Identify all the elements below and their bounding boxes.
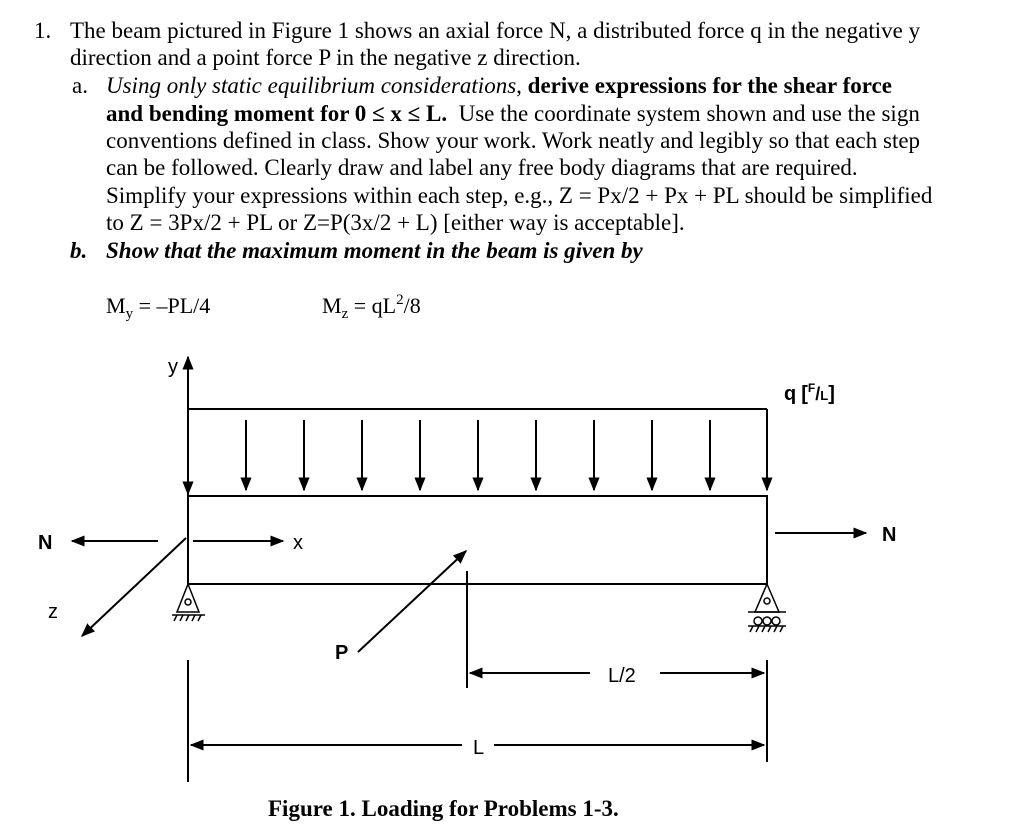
z-axis-arrow [82,538,186,636]
roller-support [748,584,786,632]
part-b-label: b. [70,238,88,263]
part-a-line2-rest: Use the coordinate system shown and use the sign [458,101,920,126]
part-a-line3: conventions defined in class. Show your work. Work neatly and legibly so that each step [106,128,921,153]
point-force-label: P [335,642,349,664]
part-a-label: a. [72,73,88,98]
problem-intro-line2: direction and a point force P in the negative z direction. [70,45,581,70]
z-axis-label: z [48,601,58,623]
length-label: L [473,737,485,759]
point-force-arrow [358,551,466,652]
part-a-line1-italic: Using only static equilibrium considerations, [106,73,522,98]
y-axis-label: y [168,356,178,378]
moment-my: $M_y = -PL/4$ [106,293,211,322]
part-a-line4: can be followed. Clearly draw and label any free body diagrams that are required. [106,155,858,180]
q-label: q [$^F$/L] [784,381,835,405]
pin-support [172,584,205,621]
part-a-line6: to Z = 3Px/2 + PL or Z=P(3x/2 + L) [either way is acceptable]. [106,210,685,235]
x-axis-label: x [293,532,303,554]
problem-number: 1. [34,18,52,43]
axial-force-right-label: N [882,524,897,546]
half-length-label: L/2 [608,665,636,687]
part-a-line2-bold: and bending moment for 0 ≤ x ≤ L. [106,101,448,126]
axial-force-left-label: N [38,532,53,554]
problem-intro-line1: The beam pictured in Figure 1 shows an axial force N, a distributed force q in the negative y [70,18,921,43]
moment-mz: $M_z = qL^2/8$ [322,292,421,322]
distributed-load-arrows [188,409,767,494]
part-a-line5: Simplify your expressions within each step, e.g., Z = Px/2 + Px + PL should be simplified [106,183,933,208]
part-a-line1-bold: derive expressions for the shear force [527,73,892,98]
part-b-text: Show that the maximum moment in the beam is given by [106,238,643,263]
figure-caption: Figure 1. Loading for Problems 1-3. [268,796,619,821]
